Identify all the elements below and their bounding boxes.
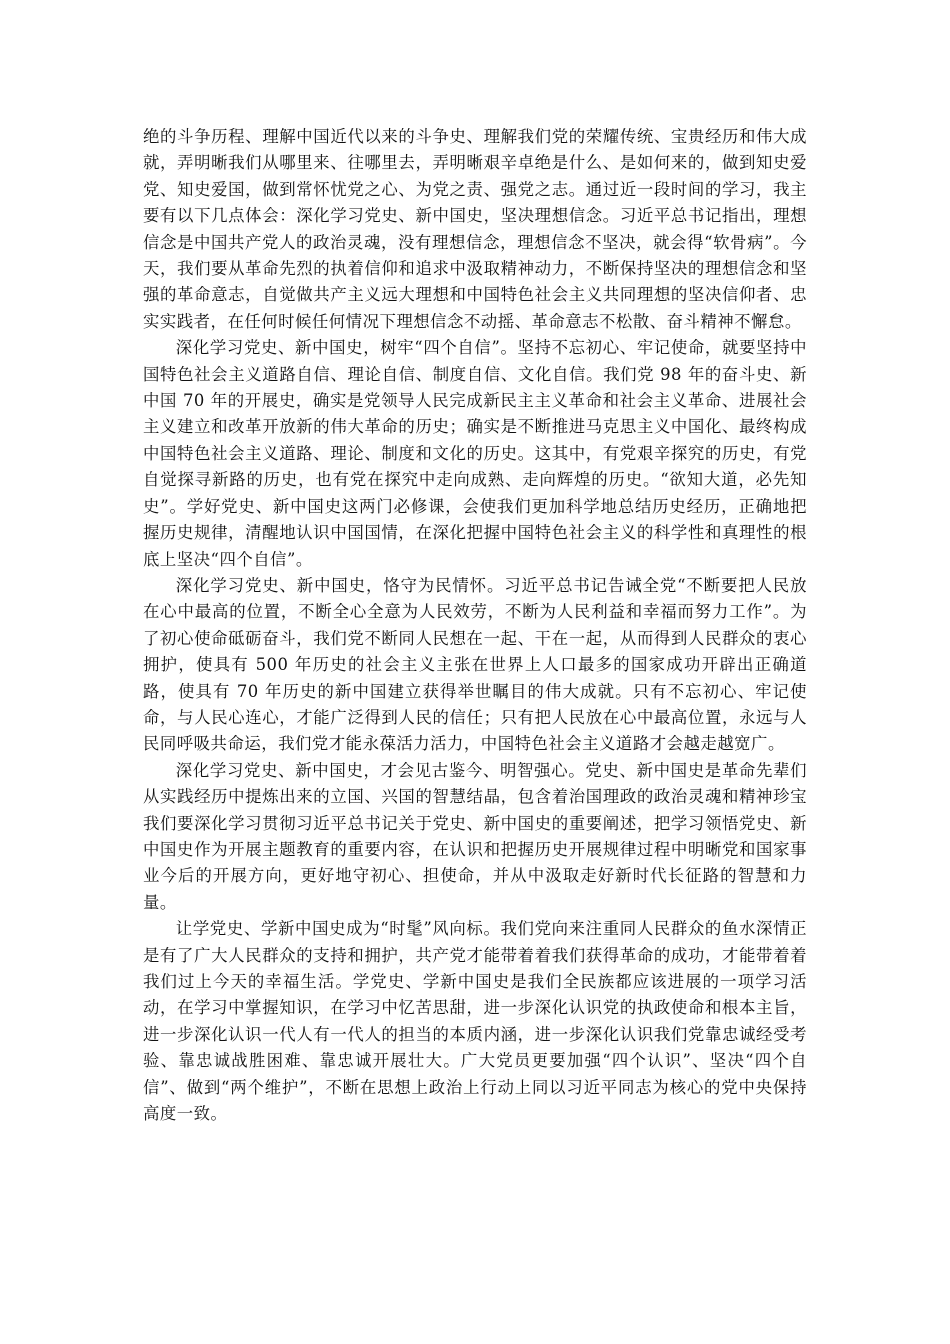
paragraph-people-first: 深化学习党史、新中国史，恪守为民情怀。习近平总书记告诫全党“不断要把人民放在心中最高的位置，不断全心全意为人民效劳，不断为人民利益和幸福而努力工作”。为了初心使命砥砺奋斗，我们党不断同人民想在一起、干在一起，从而得到人民群众的衷心拥护，使具有 500 年历史的社会主义主张在世界上人口最多的国家成功开辟出正确道路，使具有 70 年历史的新中国建立获得举世瞩目的伟大成就。只有不忘初心、牢记使命，与人民心连心，才能广泛得到人民的信任；只有把人民放在心中最高位置，永远与人民同呼吸共命运，我们党才能永葆活力活力，中国特色社会主义道路才会越走越宽广。: [143, 575, 807, 754]
paragraph-four-confidences: 深化学习党史、新中国史，树牢“四个自信”。坚持不忘初心、牢记使命，就要坚持中国特色社会主义道路自信、理论自信、制度自信、文化自信。我们党 98 年的奋斗史、新中国 70 年的开展史，确实是党领导人民完成新民主主义革命和社会主义革命、进展社会主义建立和改革开放新的伟大革命的历史；确实是不断推进马克思主义中国化、最终构成中国特色社会主义道路、理论、制度和文化的历史。这其中，有党艰辛探究的历史，有党自觉探寻新路的历史，也有党在探究中走向成熟、走向辉煌的历史。“欲知大道，必先知史”。学好党史、新中国史这两门必修课，会使我们更加科学地总结历史经历，正确地把握历史规律，清醒地认识中国国情，在深化把握中国特色社会主义的科学性和真理性的根底上坚决“四个自信”。: [143, 338, 807, 569]
paragraph-trend-setting: 让学党史、学新中国史成为“时髦”风向标。我们党向来注重同人民群众的鱼水深情正是有了广大人民群众的支持和拥护，共产党才能带着着我们获得革命的成功，才能带着着我们过上今天的幸福生活。学党史、学新中国史是我们全民族都应该进展的一项学习活动，在学习中掌握知识，在学习中忆苦思甜，进一步深化认识党的执政使命和根本主旨，进一步深化认识一代人有一代人的担当的本质内涵，进一步深化认识我们党靠忠诚经受考验、靠忠诚战胜困难、靠忠诚开展壮大。广大党员更要加强“四个认识”、坚决“四个自信”、做到“两个维护”，不断在思想上政治上行动上同以习近平同志为核心的党中央保持高度一致。: [143, 919, 807, 1124]
paragraph-learn-from-history: 深化学习党史、新中国史，才会见古鉴今、明智强心。党史、新中国史是革命先辈们从实践经历中提炼出来的立国、兴国的智慧结晶，包含着治国理政的政治灵魂和精神珍宝我们要深化学习贯彻习近平总书记关于党史、新中国史的重要阐述，把学习领悟党史、新中国史作为开展主题教育的重要内容，在认识和把握历史开展规律过程中明晰党和国家事业今后的开展方向，更好地守初心、担使命，并从中汲取走好新时代长征路的智慧和力量。: [143, 760, 807, 912]
document-page: [143, 124, 807, 1127]
paragraph-continuation: 绝的斗争历程、理解中国近代以来的斗争史、理解我们党的荣耀传统、宝贵经历和伟大成就，弄明晰我们从哪里来、往哪里去，弄明晰艰辛卓绝是什么、是如何来的，做到知史爱党、知史爱国，做到常怀忧党之心、为党之责、强党之志。通过近一段时间的学习，我主要有以下几点体会：深化学习党史、新中国史，坚决理想信念。习近平总书记指出，理想信念是中国共产党人的政治灵魂，没有理想信念，理想信念不坚决，就会得“软骨病”。今天，我们要从革命先烈的执着信仰和追求中汲取精神动力，不断保持坚决的理想信念和坚强的革命意志，自觉做共产主义远大理想和中国特色社会主义共同理想的坚决信仰者、忠实实践者，在任何时候任何情况下理想信念不动摇、革命意志不松散、奋斗精神不懈怠。: [143, 127, 807, 331]
